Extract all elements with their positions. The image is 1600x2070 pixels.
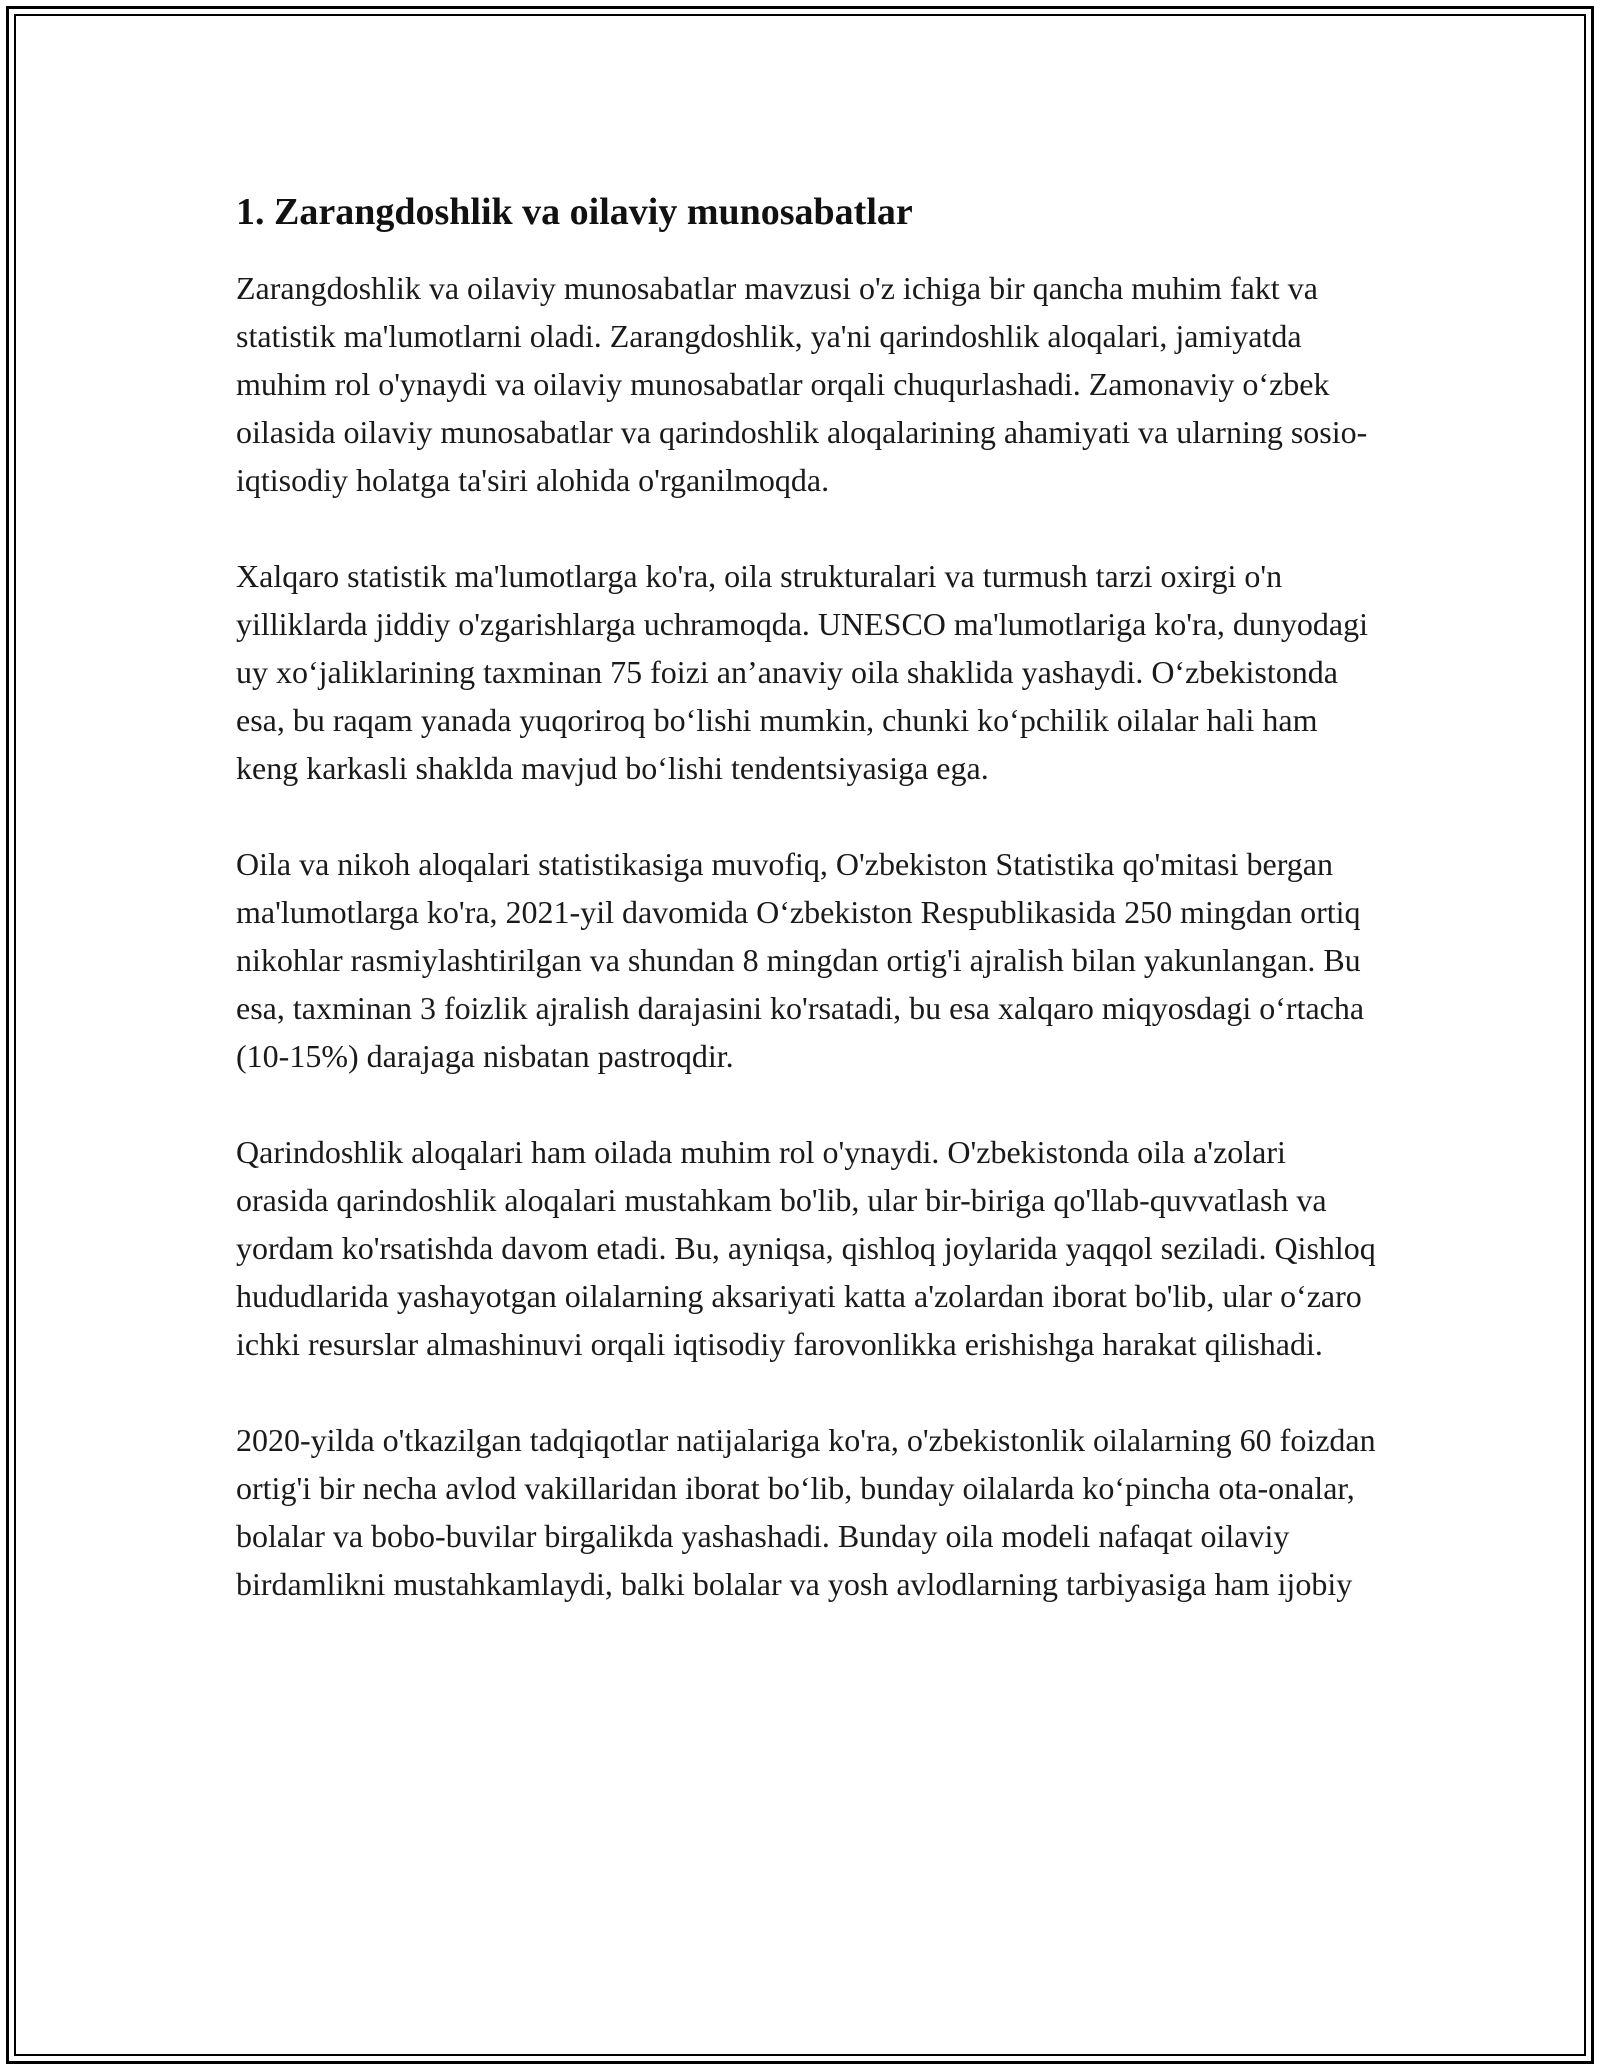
paragraph-1: Zarangdoshlik va oilaviy munosabatlar mavzusi o'z ichiga bir qancha muhim fakt va statistik ma'lumotlarni oladi. Zarangdoshlik, ya'ni qarindoshlik aloqalari, jamiyatda muhim rol o'ynaydi va oilaviy munosabatlar orqali chuqurlashadi. Zamonaviy o‘zbek oilasida oilaviy munosabatlar va qarindoshlik aloqalarining ahamiyati va ularning sosio-iqtisodiy holatga ta'siri alohida o'rganilmoqda. [236, 270, 1368, 498]
paragraph-2: Xalqaro statistik ma'lumotlarga ko'ra, oila strukturalari va turmush tarzi oxirgi o'n yilliklarda jiddiy o'zgarishlarga uchramoqda. UNESCO ma'lumotlariga ko'ra, dunyodagi uy xo‘jaliklarining taxminan 75 foizi an’anaviy oila shaklida yashaydi. O‘zbekistonda esa, bu raqam yanada yuqoriroq bo‘lishi mumkin, chunki ko‘pchilik oilalar hali ham keng karkasli shaklda mavjud bo‘lishi tendentsiyasiga ega. [236, 558, 1368, 786]
document-body [236, 188, 1376, 1656]
paragraph-5: 2020-yilda o'tkazilgan tadqiqotlar natijalariga ko'ra, o'zbekistonlik oilalarning 60 foizdan ortig'i bir necha avlod vakillaridan iborat bo‘lib, bunday oilalarda ko‘pincha ota-onalar, bolalar va bobo-buvilar birgalikda yashashadi. Bunday oila modeli nafaqat oilaviy birdamlikni mustahkamlaydi, balki bolalar va yosh avlodlarning tarbiyasiga ham ijobiy [236, 1422, 1376, 1602]
paragraph-3: Oila va nikoh aloqalari statistikasiga muvofiq, O'zbekiston Statistika qo'mitasi bergan ma'lumotlarga ko'ra, 2021-yil davomida O‘zbekiston Respublikasida 250 mingdan ortiq nikohlar rasmiylashtirilgan va shundan 8 mingdan ortig'i ajralish bilan yakunlangan. Bu esa, taxminan 3 foizlik ajralish darajasini ko'rsatadi, bu esa xalqaro miqyosdagi o‘rtacha (10-15%) darajaga nisbatan pastroqdir. [236, 846, 1365, 1074]
section-heading: 1. Zarangdoshlik va oilaviy munosabatlar [236, 191, 913, 233]
paragraph-4: Qarindoshlik aloqalari ham oilada muhim rol o'ynaydi. O'zbekistonda oila a'zolari orasida qarindoshlik aloqalari mustahkam bo'lib, ular bir-biriga qo'llab-quvvatlash va yordam ko'rsatishda davom etadi. Bu, ayniqsa, qishloq joylarida yaqqol seziladi. Qishloq hududlarida yashayotgan oilalarning aksariyati katta a'zolardan iborat bo'lib, ular o‘zaro ichki resurslar almashinuvi orqali iqtisodiy farovonlikka erishishga harakat qilishadi. [236, 1134, 1376, 1362]
